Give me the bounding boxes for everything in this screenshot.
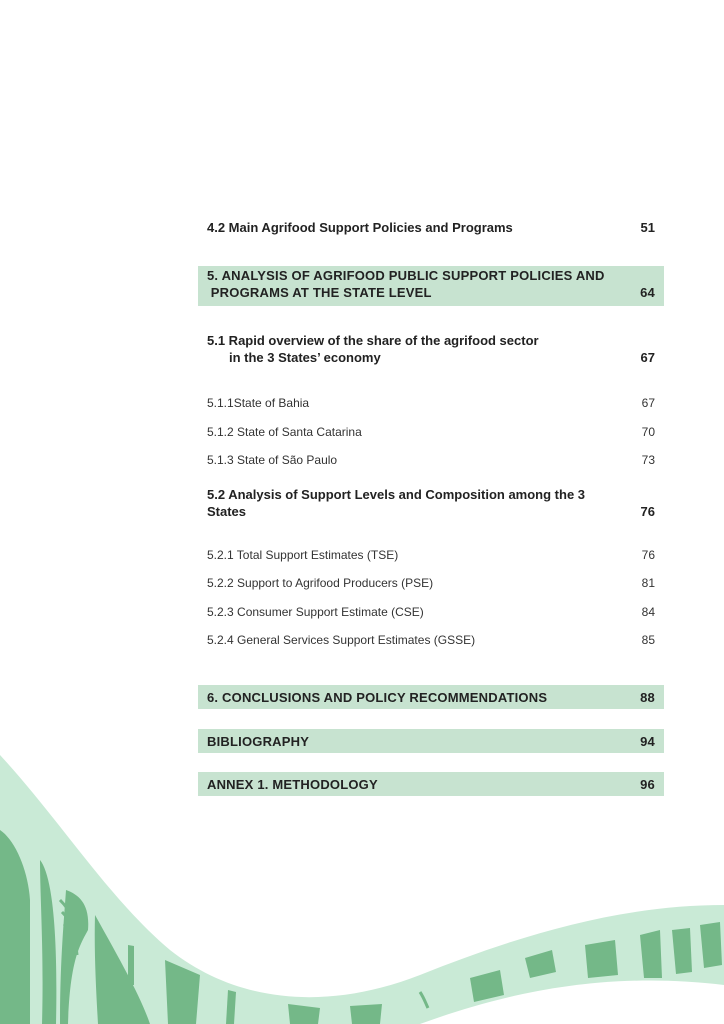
toc-entry-label: 5.2.2 Support to Agrifood Producers (PSE)	[207, 576, 434, 590]
toc-entry-page: 81	[641, 576, 655, 590]
toc-entry-page: 76	[640, 504, 655, 519]
toc-entry-page: 70	[641, 425, 655, 439]
toc-entry-page: 51	[640, 220, 655, 235]
toc-entry-label-line1: 5.1 Rapid overview of the share of the agrifood sector	[207, 333, 539, 348]
toc-entry-page: 94	[640, 733, 655, 749]
toc-entry-label: 5.1.1State of Bahia	[207, 396, 310, 410]
toc-entry-page: 88	[640, 689, 655, 705]
toc-entry-label-line2: PROGRAMS AT THE STATE LEVEL	[207, 285, 432, 300]
toc-entry-label: BIBLIOGRAPHY	[207, 733, 310, 749]
toc-entry-label-line2: in the 3 States’ economy	[229, 350, 381, 365]
toc-entry-page: 67	[640, 350, 655, 365]
toc-entry-label: 5.1.3 State of São Paulo	[207, 453, 338, 467]
toc-entry-page: 84	[641, 605, 655, 619]
toc-entry-page: 64	[640, 285, 655, 300]
toc-entry-label: ANNEX 1. METHODOLOGY	[207, 776, 378, 792]
toc-entry-label: 4.2 Main Agrifood Support Policies and Programs	[207, 220, 513, 235]
toc-entry-label: 5.2 Analysis of Support Levels and Composition among the 3 States	[207, 487, 586, 519]
toc-entry-label: 5.2.1 Total Support Estimates (TSE)	[207, 548, 399, 562]
toc-entry-page: 96	[640, 776, 655, 792]
toc-entry-label-line1: 5. ANALYSIS OF AGRIFOOD PUBLIC SUPPORT POLICIES AND	[207, 268, 605, 283]
toc-entry-label: 5.2.4 General Services Support Estimates (GSSE)	[207, 633, 476, 647]
toc-entry-label: 6. CONCLUSIONS AND POLICY RECOMMENDATIONS	[207, 689, 548, 705]
toc-entry-page: 85	[641, 633, 655, 647]
toc-entry-page: 73	[641, 453, 655, 467]
toc-entry-page: 67	[641, 396, 655, 410]
toc-entry-label: 5.1.2 State of Santa Catarina	[207, 425, 362, 439]
toc-entry-label: 5.2.3 Consumer Support Estimate (CSE)	[207, 605, 424, 619]
toc-entry-page: 76	[641, 548, 655, 562]
